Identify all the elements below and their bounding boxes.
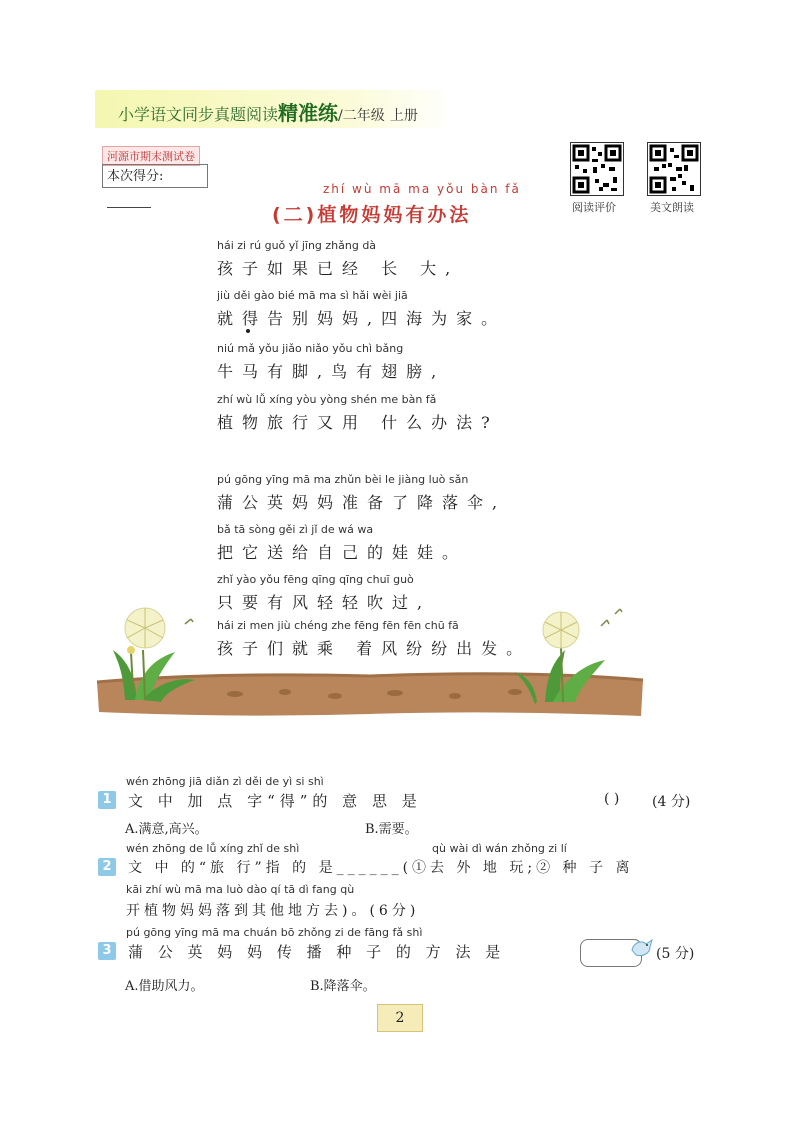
qr-code-audio-reading[interactable]: [647, 142, 701, 196]
poem-line-1: 孩子如果已经 长 大,: [217, 259, 460, 278]
poem-line-1-pinyin: hái zi rú guǒ yǐ jīng zhǎng dà: [217, 239, 377, 252]
qr-code-reading-evaluation[interactable]: [570, 142, 624, 196]
score-blank: [107, 193, 151, 208]
q1-pinyin: wén zhōng jiā diǎn zì děi de yì si shì: [126, 775, 324, 788]
q3-text: 蒲 公 英 妈 妈 传 播 种 子 的 方 法 是: [128, 943, 506, 961]
q3-option-a[interactable]: A.借助风力。: [125, 979, 204, 994]
score-label: 本次得分:: [107, 169, 164, 184]
q1-number-badge: 1: [98, 791, 116, 809]
q3-points: (5 分): [656, 946, 695, 962]
q1-text: 文 中 加 点 字“得”的 意 思 是: [128, 792, 422, 810]
q3-number-badge: 3: [98, 942, 116, 960]
q2-pinyin-1: wén zhōng de lǚ xíng zhǐ de shì: [126, 842, 300, 855]
qr-label-audio: 美文朗读: [650, 201, 694, 214]
q2-number-badge: 2: [98, 858, 116, 876]
poem-line-3: 牛马有脚,鸟有翅膀,: [217, 362, 446, 381]
poem-line-6: 把它送给自己的娃娃。: [217, 543, 468, 562]
title-pinyin: zhí wù mā ma yǒu bàn fǎ: [323, 182, 521, 196]
score-box: [102, 164, 208, 188]
q1-option-a[interactable]: A.满意,高兴。: [125, 822, 208, 837]
book-series-title: [118, 97, 418, 126]
poem-line-8: 孩子们就乘 着风纷纷出发。: [217, 639, 532, 658]
q2-pinyin-1b: qù wài dì wán zhǒng zi lí: [432, 842, 567, 855]
poem-line-6-pinyin: bǎ tā sòng gěi zì jǐ de wá wa: [217, 523, 374, 536]
bird-icon: [628, 934, 656, 960]
poem-line-8-pinyin: hái zi men jiù chéng zhe fēng fēn fēn chū fā: [217, 619, 459, 632]
series-name: 小学语文同步真题阅读: [118, 105, 279, 124]
poem-line-7-pinyin: zhǐ yào yǒu fēng qīng qīng chuī guò: [217, 573, 414, 586]
poem-line-2-pinyin: jiù děi gào bié mā ma sì hǎi wèi jiā: [217, 289, 408, 302]
volume-label: 上册: [389, 108, 418, 124]
series-bold: 精准练: [278, 101, 339, 125]
poem-title: (二)植物妈妈有办法: [272, 204, 472, 226]
poem-line-4: 植物旅行又用 什么办法?: [217, 413, 499, 432]
exam-source-label: 河源市期末测试卷: [102, 146, 200, 166]
q3-pinyin: pú gōng yīng mā ma chuán bō zhǒng zi de fāng fǎ shì: [126, 926, 423, 939]
grade-label: /二年级: [338, 108, 385, 124]
poem-line-2: 就得告别妈妈,四海为家。: [217, 309, 507, 328]
q1-points: (4 分): [652, 794, 691, 810]
q3-option-b[interactable]: B.降落伞。: [310, 979, 376, 994]
qr-label-evaluation: 阅读评价: [572, 201, 616, 214]
poem-line-4-pinyin: zhí wù lǚ xíng yòu yòng shén me bàn fǎ: [217, 393, 437, 406]
q2-text-line-1: 文 中 的“旅 行”指 的 是______(①去 外 地 玩;② 种 子 离: [128, 860, 634, 876]
q2-text-line-2: 开植物妈妈落到其他地方去)。(6分): [126, 903, 420, 919]
poem-line-3-pinyin: niú mǎ yǒu jiǎo niǎo yǒu chì bǎng: [217, 342, 404, 355]
poem-line-5: 蒲公英妈妈准备了降落伞,: [217, 493, 507, 512]
q2-pinyin-2: kāi zhí wù mā ma luò dào qí tā dì fang qù: [126, 883, 355, 896]
poem-line-7: 只要有风轻轻吹过,: [217, 593, 432, 612]
emphasis-dot: [246, 329, 250, 333]
q1-option-b[interactable]: B.需要。: [365, 822, 418, 837]
q1-answer-paren[interactable]: ( ): [604, 791, 620, 807]
poem-line-5-pinyin: pú gōng yīng mā ma zhǔn bèi le jiàng luò sǎn: [217, 473, 469, 486]
page-number: 2: [377, 1004, 423, 1032]
